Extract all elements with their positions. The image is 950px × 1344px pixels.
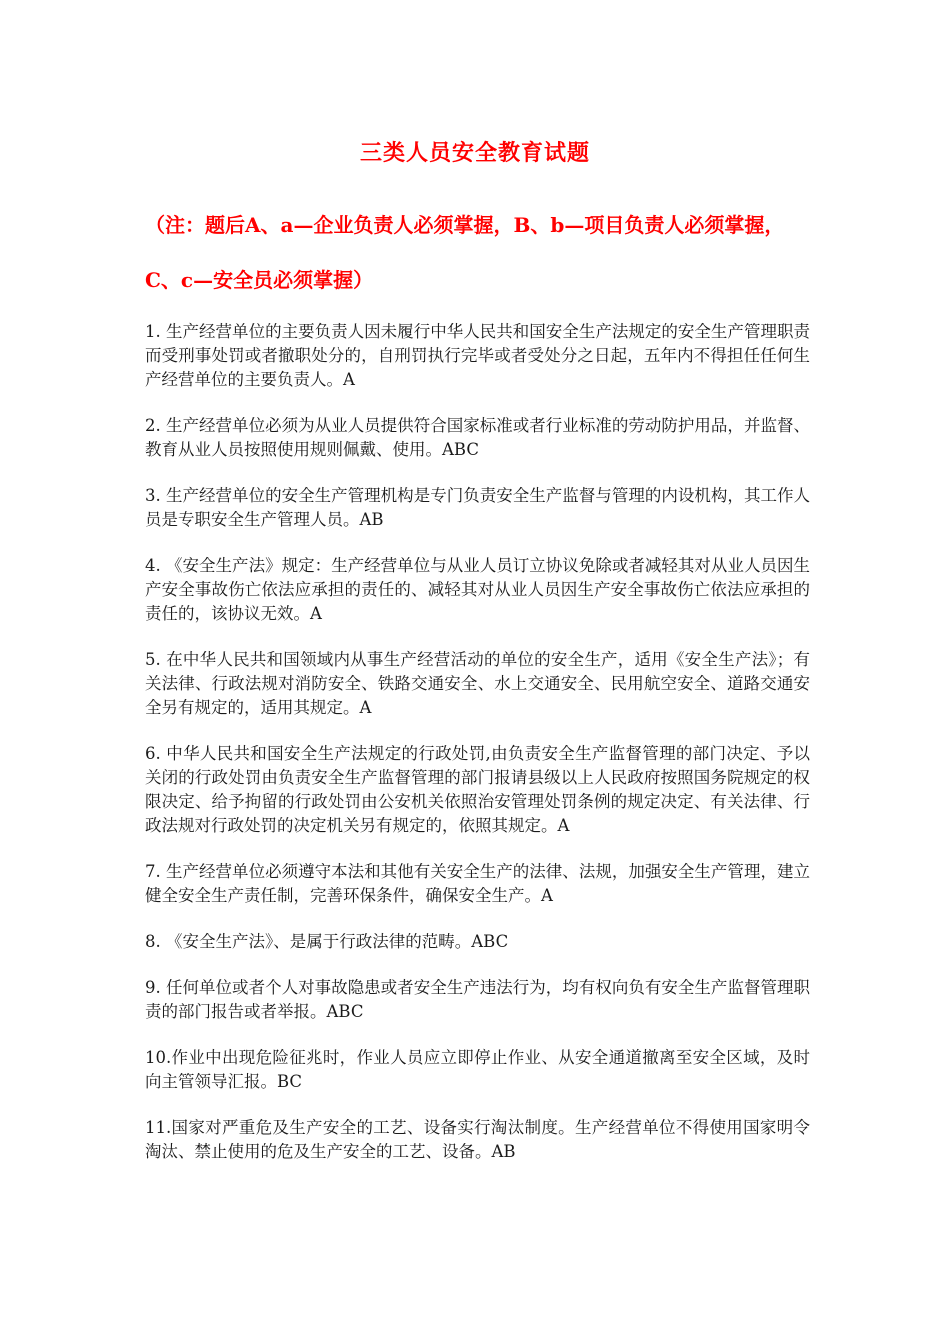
- question-item: 9. 任何单位或者个人对事故隐患或者安全生产违法行为，均有权向负有安全生产监督管理职责的部门报告或者举报。ABC: [145, 978, 810, 1021]
- question-item: 5. 在中华人民共和国领域内从事生产经营活动的单位的安全生产，适用《安全生产法》；有关法律、行政法规对消防安全、铁路交通安全、水上交通安全、民用航空安全、道路交通安全另有规定的，适用其规定。A: [145, 650, 810, 717]
- question-item: 6. 中华人民共和国安全生产法规定的行政处罚,由负责安全生产监督管理的部门决定、予以关闭的行政处罚由负责安全生产监督管理的部门报请县级以上人民政府按照国务院规定的权限决定、给予拘留的行政处罚由公安机关依照治安管理处罚条例的规定决定、有关法律、行政法规对行政处罚的决定机关另有规定的，依照其规定。A: [145, 744, 810, 835]
- question-item: 3. 生产经营单位的安全生产管理机构是专门负责安全生产监督与管理的内设机构，其工作人员是专职安全生产管理人员。AB: [145, 486, 810, 529]
- question-item: 7. 生产经营单位必须遵守本法和其他有关安全生产的法律、法规，加强安全生产管理，建立健全安全生产责任制，完善环保条件，确保安全生产。A: [145, 862, 810, 905]
- question-item: 1. 生产经营单位的主要负责人因未履行中华人民共和国安全生产法规定的安全生产管理职责而受刑事处罚或者撤职处分的，自刑罚执行完毕或者受处分之日起，五年内不得担任任何生产经营单位的主要负责人。A: [145, 322, 810, 389]
- document-title: 三类人员安全教育试题: [359, 140, 590, 166]
- question-item: 8. 《安全生产法》、是属于行政法律的范畴。ABC: [145, 932, 509, 951]
- question-item: 2. 生产经营单位必须为从业人员提供符合国家标准或者行业标准的劳动防护用品，并监督、教育从业人员按照使用规则佩戴、使用。ABC: [145, 416, 810, 459]
- question-item: 4. 《安全生产法》规定：生产经营单位与从业人员订立协议免除或者减轻其对从业人员因生产安全事故伤亡依法应承担的责任的、减轻其对从业人员因生产安全事故伤亡依法应承担的责任的，该协议无效。A: [145, 556, 810, 623]
- question-item: 10.作业中出现危险征兆时，作业人员应立即停止作业、从安全通道撤离至安全区域，及时向主管领导汇报。BC: [145, 1048, 810, 1091]
- document-note: （注：题后A、a—企业负责人必须掌握，B、b—项目负责人必须掌握，C、c—安全员必须掌握）: [145, 213, 785, 292]
- question-item: 11.国家对严重危及生产安全的工艺、设备实行淘汰制度。生产经营单位不得使用国家明令淘汰、禁止使用的危及生产安全的工艺、设备。AB: [145, 1118, 810, 1161]
- question-list: [145, 320, 810, 1186]
